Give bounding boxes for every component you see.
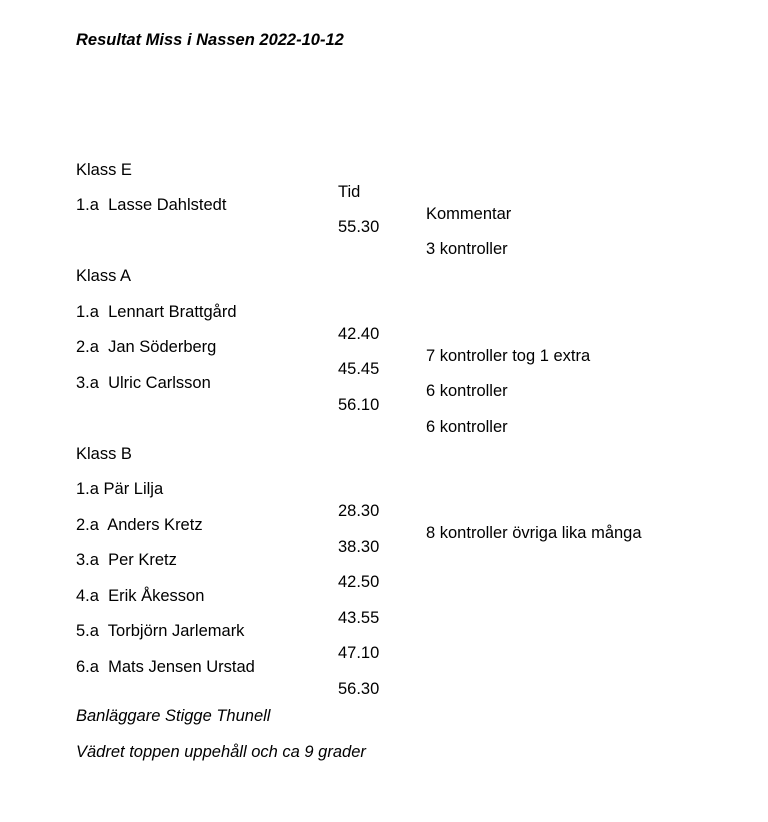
class-a-heading <box>76 243 132 285</box>
competitor-name: 3.a Ulric Carlsson <box>76 374 211 392</box>
competitor-name: 4.a Erik Åkesson <box>76 587 205 605</box>
competitor-time: 55.30 <box>338 218 380 236</box>
competitor-comment: 8 kontroller övriga lika många <box>426 524 642 542</box>
competitor-time: 42.40 <box>338 325 380 343</box>
comment-column-header: Kommentar <box>426 205 512 223</box>
document-title: Resultat Miss i Nassen 2022-10-12 <box>76 31 344 49</box>
course-setter-note: Banläggare Stigge Thunell <box>76 707 271 725</box>
competitor-name: 3.a Per Kretz <box>76 551 177 569</box>
competitor-name: 5.a Torbjörn Jarlemark <box>76 622 245 640</box>
competitor-name: 2.a Jan Söderberg <box>76 338 217 356</box>
competitor-time: 42.50 <box>338 573 380 591</box>
competitor-time: 47.10 <box>338 644 380 662</box>
class-b-label: Klass B <box>76 445 132 463</box>
competitor-name: 2.a Anders Kretz <box>76 516 203 534</box>
weather-note: Vädret toppen uppehåll och ca 9 grader <box>76 743 366 761</box>
competitor-comment: 7 kontroller tog 1 extra <box>426 347 591 365</box>
competitor-comment: 6 kontroller <box>426 382 508 400</box>
competitor-time: 28.30 <box>338 502 380 520</box>
competitor-name: 1.a Lennart Brattgård <box>76 303 237 321</box>
competitor-time: 45.45 <box>338 360 380 378</box>
competitor-comment: 3 kontroller <box>426 240 508 258</box>
class-a-label: Klass A <box>76 267 132 285</box>
competitor-name: 1.a Lasse Dahlstedt <box>76 196 227 214</box>
class-b-heading <box>76 421 132 463</box>
competitor-comment: 6 kontroller <box>426 418 508 436</box>
time-column-header: Tid <box>338 183 361 201</box>
competitor-time: 56.30 <box>338 680 380 698</box>
competitor-time: 38.30 <box>338 538 380 556</box>
competitor-name: 1.a Pär Lilja <box>76 480 164 498</box>
class-e-label: Klass E <box>76 161 132 179</box>
competitor-time: 43.55 <box>338 609 380 627</box>
competitor-time: 56.10 <box>338 396 380 414</box>
competitor-name: 6.a Mats Jensen Urstad <box>76 658 255 676</box>
